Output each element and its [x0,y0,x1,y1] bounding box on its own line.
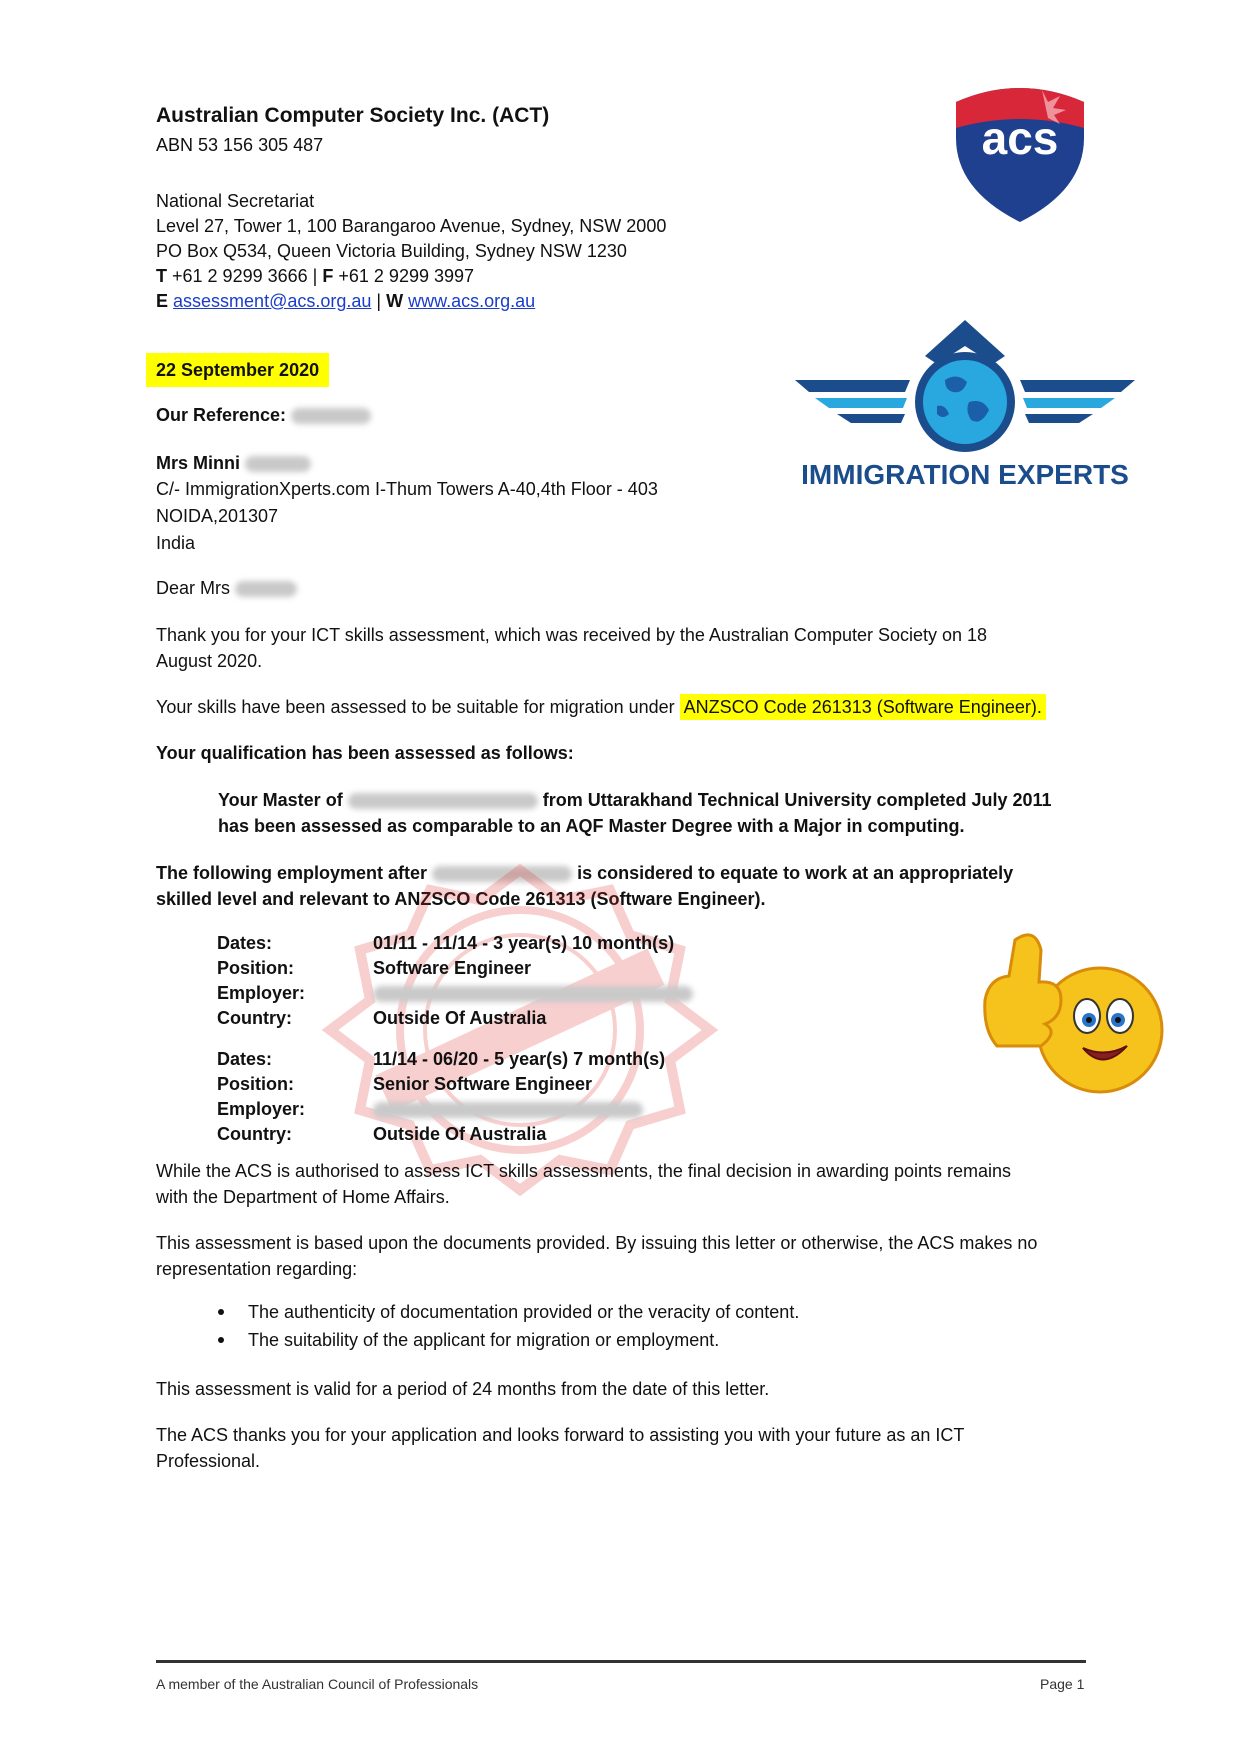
qualification-heading: Your qualification has been assessed as follows: [156,743,574,763]
emp2-dates-label: Dates: [217,1049,273,1069]
org-name: Australian Computer Society Inc. (ACT) [156,104,550,127]
reference-label: Our Reference: [156,405,287,425]
assessment-prefix: Your skills have been assessed to be suitable for migration under [156,697,675,717]
address-line-2: PO Box Q534, Queen Victoria Building, Sydney NSW 1230 [156,241,627,261]
reference-line [156,403,371,428]
website-link[interactable]: www.acs.org.au [408,291,536,311]
fax-label: F [322,266,334,286]
anzsco-highlight: ANZSCO Code 261313 (Software Engineer). [680,694,1046,720]
redacted-surname [235,581,297,597]
greeting: Dear Mrs [156,578,231,598]
emp2-dates: 11/14 - 06/20 - 5 year(s) 7 month(s) [373,1049,666,1069]
recipient-address-1: C/- ImmigrationXperts.com I-Thum Towers A-40,4th Floor - 403 [156,479,658,499]
body-paragraph-2 [156,695,1046,720]
emp1-country-label: Country: [217,1008,292,1028]
body-paragraph-1-line-1: Thank you for your ICT skills assessment, which was received by the Australian Computer Society on 18 [156,625,988,645]
immigration-experts-logo-text: IMMIGRATION EXPERTS [801,459,1129,490]
thanks-paragraph-line-2: Professional. [156,1451,261,1471]
bullet-icon [218,1309,224,1315]
recipient-name-line [156,451,311,476]
qualification-line-1 [218,788,1052,813]
emp2-country: Outside Of Australia [373,1124,547,1144]
recipient-address-3: India [156,533,196,553]
separator: | [312,266,318,286]
email-label: E [156,291,169,311]
redacted-reference [291,408,371,424]
validity-paragraph: This assessment is valid for a period of 24 months from the date of this letter. [156,1379,770,1399]
qualification-line-2: has been assessed as comparable to an AQF Master Degree with a Major in computing. [218,816,965,836]
immigration-experts-logo [785,310,1145,495]
email-link[interactable]: assessment@acs.org.au [173,291,372,311]
recipient-address-2: NOIDA,201307 [156,506,279,526]
greeting-line [156,576,297,601]
abn: ABN 53 156 305 487 [156,135,324,155]
acs-logo [950,80,1090,225]
emp1-dates-label: Dates: [217,933,273,953]
tel-label: T [156,266,167,286]
department: National Secretariat [156,191,315,211]
thanks-paragraph-line-1: The ACS thanks you for your application and looks forward to assisting you with your future as an ICT [156,1425,965,1445]
list-item [218,1326,799,1354]
closing-paragraph-2-line-2: representation regarding: [156,1259,358,1279]
employment-intro-line-2: skilled level and relevant to ANZSCO Code 261313 (Software Engineer). [156,889,766,909]
tel-number: +61 2 9299 3666 [172,266,308,286]
closing-paragraph-1-line-1: While the ACS is authorised to assess ICT skills assessments, the final decision in awarding points remains [156,1161,1012,1181]
web-label: W [386,291,404,311]
thumbs-up-emoji-icon [975,920,1170,1095]
emp1-position-label: Position: [217,958,294,978]
emp2-country-label: Country: [217,1124,292,1144]
redacted-surname [245,456,311,472]
emp1-dates: 01/11 - 11/14 - 3 year(s) 10 month(s) [373,933,675,953]
emp1-position: Software Engineer [373,958,532,978]
emp2-position: Senior Software Engineer [373,1074,593,1094]
footer-rule [156,1660,1086,1663]
recipient-name: Mrs Minni [156,453,240,473]
phone-fax-line [156,264,474,289]
list-item-text: The suitability of the applicant for migration or employment. [248,1330,720,1350]
employment-intro-b: is considered to equate to work at an appropriately [577,863,1014,883]
acs-logo-text: acs [981,112,1059,164]
closing-paragraph-2-line-1: This assessment is based upon the documents provided. By issuing this letter or otherwise, the ACS makes no [156,1233,1038,1253]
representation-list [218,1298,799,1354]
emp2-employer-label: Employer: [217,1099,306,1119]
redacted-degree [348,793,538,809]
letter-date: 22 September 2020 [146,353,329,387]
email-web-line [156,289,535,314]
emp1-country: Outside Of Australia [373,1008,547,1028]
emp2-position-label: Position: [217,1074,294,1094]
bullet-icon [218,1337,224,1343]
list-item [218,1298,799,1326]
emp2-employer-redacted [373,1097,643,1122]
closing-paragraph-1-line-2: with the Department of Home Affairs. [156,1187,450,1207]
qualification-text-b: from Uttarakhand Technical University completed July 2011 [542,790,1052,810]
list-item-text: The authenticity of documentation provided or the veracity of content. [248,1302,800,1322]
footer-page-number: Page 1 [1040,1676,1085,1692]
fax-number: +61 2 9299 3997 [338,266,475,286]
body-paragraph-1-line-2: August 2020. [156,651,263,671]
separator: | [376,291,382,311]
employment-intro-a: The following employment after [156,863,428,883]
qualification-text-a: Your Master of [218,790,343,810]
footer-member-text: A member of the Australian Council of Professionals [156,1676,479,1692]
address-line-1: Level 27, Tower 1, 100 Barangaroo Avenue, Sydney, NSW 2000 [156,216,667,236]
emp1-employer-redacted [373,981,693,1006]
emp1-employer-label: Employer: [217,983,306,1003]
